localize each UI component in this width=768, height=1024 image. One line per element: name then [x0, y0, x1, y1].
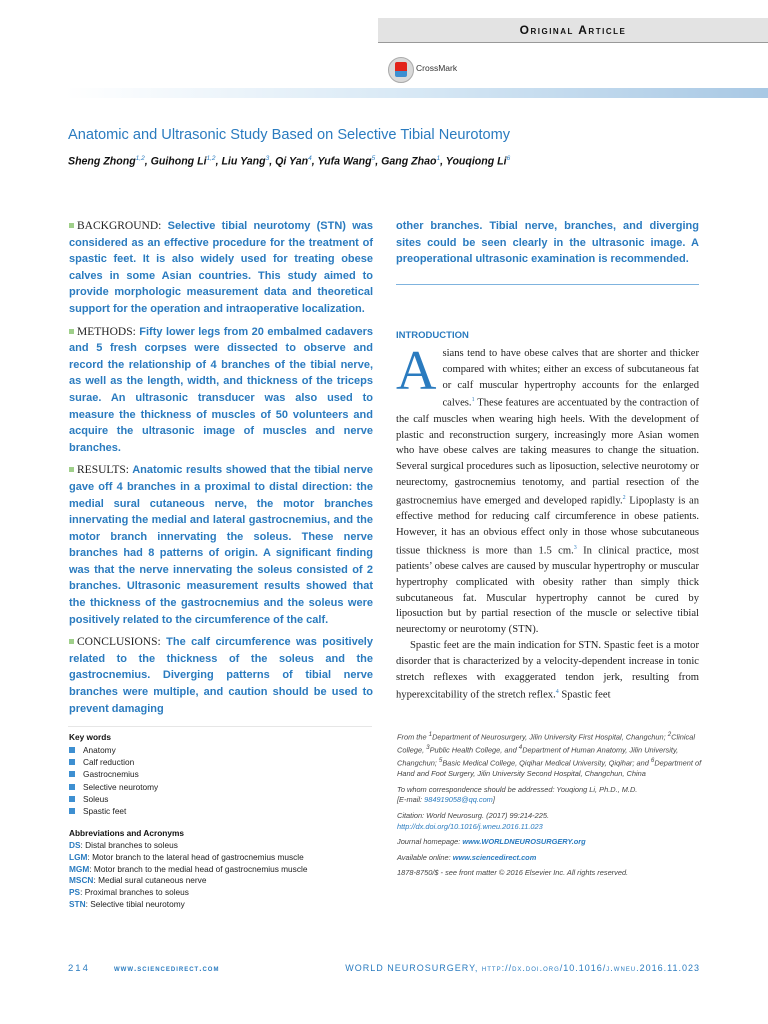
abbreviation-colon: :	[87, 851, 93, 862]
abbreviation-term: STN	[69, 898, 86, 909]
keyword-item	[69, 781, 158, 793]
author-affiliation-marker: 5	[371, 155, 376, 162]
author-affiliation-marker: 4	[308, 155, 312, 162]
aff-marker: 6	[650, 757, 655, 765]
square-bullet-icon	[69, 747, 75, 753]
abstract-text: Anatomic results showed that the tibial nerve gave off 4 branches in a proximal to distal direction: the medial sural cutaneous nerve, the motor branches innervating the medial and lateral gastrocnemius, and the motor branch innervating the soleus. These nerve branches had 8 patterns of origin. A significant finding was that the nerve innervating the soleus consisted of 2 branches. Ultrasonic measurement results showed that the thickness of the gastrocnemius and the soleus were positively related to the circumference of the calf.	[69, 464, 373, 626]
author-list	[68, 152, 758, 169]
title-gradient-band	[66, 88, 768, 98]
text-run: These features are accentuated by the contraction of the calf muscles when wearing high heels. With the development of plastic and reconstruction surgery, increasingly more Asian women who have obese calves are taking measures to change the situation. Several surgical procedures such as liposuction, selective neurotomy or neurectomy, gastrocnemius tenotomy, and partial resection of the gastrocnemius have emerged and developed rapidly.	[396, 397, 699, 507]
citation	[397, 811, 702, 832]
author-affiliation-marker: 3	[265, 155, 270, 162]
text-run: Spastic feet	[558, 689, 611, 701]
abbreviation-row	[69, 840, 307, 852]
abstract-methods	[69, 324, 373, 457]
drop-cap: A	[396, 340, 437, 402]
square-bullet-icon	[69, 771, 75, 777]
introduction-body	[396, 340, 699, 704]
abbreviation-row	[69, 852, 307, 864]
author-name: Yufa Wang	[317, 155, 372, 168]
keyword-item	[69, 756, 158, 768]
author-name: Guihong Li	[150, 155, 207, 168]
author-separator: ,	[440, 155, 446, 168]
abbreviation-term: MGM	[69, 863, 90, 874]
text-run: Citation: World Neurosurg. (2017) 99:214-225.	[397, 810, 549, 820]
abbreviation-term: DS	[69, 840, 81, 850]
author-separator: ,	[144, 155, 151, 168]
author-name: Liu Yang	[221, 155, 266, 168]
intro-paragraph-2	[396, 638, 699, 704]
doi-link[interactable]: http://dx.doi.org/10.1016/j.wneu.2016.11.023	[397, 821, 543, 831]
email-link[interactable]: 984919058@qq.com	[424, 795, 493, 805]
crossmark-icon	[388, 57, 414, 83]
abbreviation-definition: Motor branch to the lateral head of gastrocnemius muscle	[92, 851, 304, 862]
abstract-heading: CONCLUSIONS:	[77, 636, 161, 649]
reference-link[interactable]: 3	[573, 544, 577, 551]
abbreviation-term: LGM	[69, 851, 88, 862]
aff-marker: 3	[426, 744, 430, 752]
text-run: Lipoplasty is an effective method for reducing calf circumference in obese patients. However, it has an obvious effect only in those whose subcutaneous tissue thickness is more than 1.5 cm.	[396, 495, 699, 557]
section-label: Original Article	[519, 23, 627, 37]
abbreviation-colon: :	[89, 863, 94, 874]
abbreviation-definition: Proximal branches to soleus	[84, 887, 189, 898]
abbreviation-colon: :	[80, 840, 86, 850]
square-bullet-icon	[69, 796, 75, 802]
abstract-results	[69, 462, 373, 628]
meta-divider	[68, 726, 372, 727]
text-run: Journal homepage:	[397, 837, 463, 847]
abbreviation-definition: Motor branch to the medial head of gastrocnemius muscle	[93, 863, 308, 874]
keyword-item	[69, 805, 158, 817]
abstract-background	[69, 218, 373, 318]
keyword-item	[69, 793, 158, 805]
abstract-divider	[396, 284, 699, 285]
abbreviation-term: MSCN	[69, 875, 94, 886]
bullet-icon	[69, 329, 74, 334]
keyword-item	[69, 768, 158, 780]
author-name: Youqiong Li	[445, 155, 507, 168]
abstract-heading: RESULTS:	[77, 464, 129, 477]
keyword-text: Anatomy	[83, 745, 116, 755]
footer-site-link[interactable]: www.sciencedirect.com	[114, 964, 220, 973]
abstract-text: The calf circumference was positively related to the thickness of the soleus and the gastrocnemius. Diverging patterns of tibial nerve branches were multiple, and caution should be used to prevent damaging	[69, 636, 373, 715]
abbreviations-list	[69, 840, 307, 911]
text-run: Department of Neurosurgery, Jilin University First Hospital, Changchun;	[432, 732, 668, 742]
square-bullet-icon	[69, 784, 75, 790]
abstract-heading: METHODS:	[77, 325, 136, 338]
text-run: Basic Medical College, Qiqihar Medical University, Qiqihar; and	[442, 758, 651, 768]
section-heading-introduction: INTRODUCTION	[396, 330, 469, 341]
journal-links	[397, 837, 702, 848]
abbreviation-colon: :	[80, 887, 85, 898]
online-availability	[397, 853, 702, 864]
crossmark-label: CrossMark	[416, 63, 458, 73]
article-title: Anatomic and Ultrasonic Study Based on Selective Tibial Neurotomy	[68, 127, 511, 143]
reference-link[interactable]: 4	[555, 689, 559, 696]
abbreviation-definition: Selective tibial neurotomy	[90, 898, 185, 909]
author-name: Gang Zhao	[381, 155, 437, 168]
author-name: Sheng Zhong	[68, 155, 136, 168]
page-number: 214	[68, 963, 90, 974]
abbreviation-row	[69, 899, 307, 911]
abbreviation-term: PS	[69, 887, 81, 898]
bullet-icon	[69, 639, 74, 644]
aff-marker: 4	[518, 744, 523, 752]
keyword-text: Gastrocnemius	[83, 769, 139, 780]
crossmark-badge[interactable]	[388, 57, 538, 83]
abstract-conclusions-continued: other branches. Tibial nerve, branches, and diverging sites could be seen clearly in the ultrasonic image. A preoperational ultrasonic examination is recommended.	[396, 220, 699, 266]
square-bullet-icon	[69, 808, 75, 814]
text-run: Department of Hand and Foot Surgery, Jilin University Second Hospital, Changchun, China	[397, 758, 702, 779]
abbreviation-colon: :	[93, 875, 99, 886]
abstract-left-column	[69, 218, 373, 723]
author-separator: ,	[311, 155, 318, 168]
text-run: In clinical practice, most patients’ obese calves are caused by muscular hypertrophy or muscular hypertrophy complicated with obesity rather than simply thick subcutaneous fat. Muscular hypertrophy cannot be cured by liposuction but by partial resection of the muscle or selective tibial neurectomy or neurotomy (STN).	[396, 545, 699, 636]
keyword-text: Calf reduction	[83, 757, 135, 768]
author-affiliation-marker: 1,2	[135, 155, 145, 162]
text-run: Available online:	[397, 852, 453, 862]
affiliations	[397, 730, 702, 780]
author-affiliation-marker: 1,2	[206, 155, 216, 162]
homepage-link[interactable]: www.WORLDNEUROSURGERY.org	[462, 837, 586, 847]
author-affiliation-marker: 6	[506, 155, 511, 162]
abbreviation-row	[69, 887, 307, 899]
text-run: ]	[492, 795, 495, 805]
text-run: From the	[397, 732, 429, 742]
abbreviation-definition: Distal branches to soleus	[85, 840, 178, 850]
reference-link[interactable]: 2	[622, 494, 626, 501]
keywords-title: Key words	[69, 732, 111, 742]
author-separator: ,	[269, 155, 276, 168]
keyword-item	[69, 744, 158, 756]
text-run: Public Health College, and	[429, 745, 519, 755]
bullet-icon	[69, 467, 74, 472]
aff-marker: 2	[667, 731, 672, 738]
intro-paragraph-1	[396, 340, 699, 638]
header-divider	[378, 42, 768, 43]
keyword-text: Spastic feet	[83, 806, 127, 817]
text-run: sians tend to have obese calves that are shorter and thicker compared with whites; either an excess of subcutaneous fat or calf muscular hypertrophy accounts for the enlarged calves.	[442, 348, 699, 409]
aff-marker: 1	[428, 731, 433, 738]
abbreviations-title: Abbreviations and Acronyms	[69, 828, 184, 838]
text-run: Clinical College,	[397, 732, 695, 755]
text-run: To whom correspondence should be addressed: Youqiong Li, Ph.D., M.D.	[397, 784, 638, 794]
author-name: Qi Yan	[275, 155, 309, 168]
abbreviation-definition: Medial sural cutaneous nerve	[98, 875, 207, 886]
author-separator: ,	[375, 155, 382, 168]
author-separator: ,	[215, 155, 222, 168]
bullet-icon	[69, 223, 74, 228]
aff-marker: 5	[438, 757, 443, 765]
footer-journal-citation[interactable]: WORLD NEUROSURGERY, http://dx.doi.org/10.1016/j.wneu.2016.11.023	[345, 963, 700, 973]
abstract-conclusions	[69, 634, 373, 717]
copyright: 1878-8750/$ - see front matter © 2016 Elsevier Inc. All rights reserved.	[397, 868, 629, 878]
abstract-heading: BACKGROUND:	[77, 220, 162, 232]
abbreviation-colon: :	[85, 898, 91, 909]
online-link[interactable]: www.sciencedirect.com	[452, 852, 537, 862]
abstract-text: Fifty lower legs from 20 embalmed cadavers and 5 fresh corpses were dissected to observe and record the relationship of 4 branches of the tibial nerve, as well as the length, width, and thickness of the triceps surae. An ultrasonic transducer was also used to measure the thickness of muscles of 50 volunteers and acquire the ultrasonic image of muscles and nerve branches.	[69, 325, 373, 454]
square-bullet-icon	[69, 759, 75, 765]
abstract-right-column	[396, 218, 699, 274]
text-run: [E-mail:	[397, 795, 425, 805]
keyword-text: Selective neurotomy	[83, 781, 159, 792]
abbreviation-row	[69, 875, 307, 887]
keywords-list	[69, 744, 158, 817]
text-run: Department of Human Anatomy, Jilin University, Changchun;	[397, 745, 679, 768]
text-run: Spastic feet are the main indication for STN. Spastic feet is a motor disorder that is characterized by a velocity-dependent increase in tonic stretch reflexes with exaggerated tendon jerk, resulting from hyperexcitability of the stretch reflex.	[396, 639, 699, 701]
correspondence	[397, 785, 702, 806]
author-affiliation-marker: 1	[436, 155, 441, 162]
abstract-text: Selective tibial neurotomy (STN) was considered as an effective procedure for the treatment of spastic feet. It is also widely used for treating obese calves in some Asian countries. This study aimed to provide morphologic measurement data and theoretical support for the operation and intraoperative localization.	[69, 220, 373, 315]
abbreviation-row	[69, 864, 307, 876]
keyword-text: Soleus	[83, 793, 109, 804]
page-footer	[68, 963, 700, 977]
reference-link[interactable]: 1	[471, 397, 475, 404]
front-matter-info	[397, 730, 702, 884]
